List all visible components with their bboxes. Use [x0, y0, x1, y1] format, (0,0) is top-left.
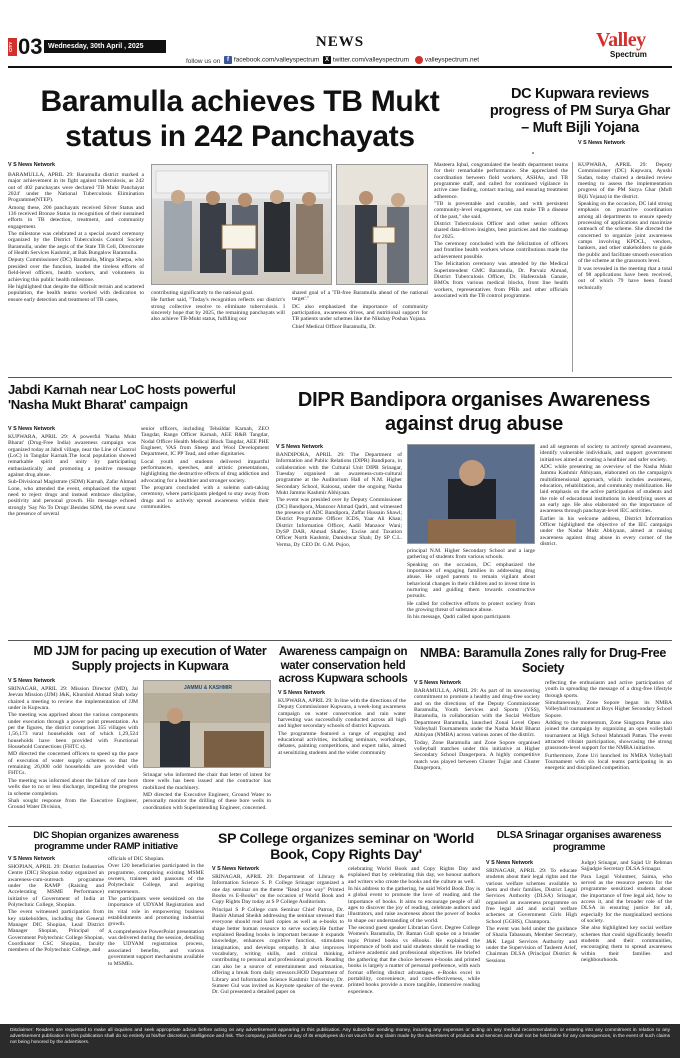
para: Principal S P College cum Seminar Chief Patron, Dr. Bashir Ahmad Sheikh addressing the seminar stressed that everyone should read hard copies as well as e-books to shape better human resource to serve society.He further explained Reading books is important because it expands knowledge, enhances cognitive function, stimulates imagination, and develops empathy. It also improves vocabulary, writing skills, and critical thinking, contributing to personal and professional growth. Reading can also be a source of entertainment and relaxation, offering a break from daily stressors.HOD Department of Library and Information Science Kashmir University, Dr. Sumeer Gul was invited as Keynote speaker of the event. Dr. Gul presented a detailed paper on: [212, 906, 344, 996]
a3-byline: V S News Network: [8, 426, 56, 432]
para: It was revealed in the meeting that a total of 98 applications have been received, out of which 79 have been found technically: [578, 265, 672, 291]
photo-pm-surya-meeting: [532, 152, 534, 154]
nmba-headline-text: NMBA: Baramulla Zones rally for Drug-Free Society: [419, 646, 667, 675]
footer-disclaimer: [0, 1024, 680, 1058]
page-number: 03: [18, 34, 43, 59]
para: Sub-Divisional Magistrate (SDM) Karnah, Zafar Ahmad Lone, who attended the event, emphasized the urgent need to reject drugs and instead embrace discipline, positivity and personal growth. His message echoed strongly 'Say No To Drugs'.Besides SDM, the event saw the presence of several: [8, 479, 136, 518]
a7-col1: [414, 688, 540, 822]
a1-col1: [8, 172, 144, 372]
a4-col3: [540, 444, 672, 638]
a1-byline: V S News Network: [8, 162, 56, 168]
a8-col1: [8, 864, 104, 1020]
para: KUPWARA, APRIL 29: Deputy Commissioner (DC) Kupwara, Ayushi Sudan, today chaired a detailed review meeting to assess the implementation progress of the PM Surya Ghar (Muft Bijli Yojana) in the district.: [578, 162, 672, 200]
para: Local youth and students delivered impactful performances, speeches, and artistic presentations, highlighting the destructive effects of drug addiction and advocating for a healthier and stronger society.: [141, 458, 269, 484]
para: Shah sought response from the Executive Engineer, Ground Water Division,: [8, 797, 138, 811]
para: Furthermore, Zone Uri launched its NMBA Volleyball Tournament with six local teams participating in an energetic and disciplined competition.: [545, 752, 672, 772]
para: officials of DIC Shopian.: [108, 856, 165, 862]
a4-col2: [407, 548, 535, 638]
section-title: NEWS: [315, 34, 365, 50]
a5-col2: [143, 772, 271, 822]
para: The participants were sensitized on the importance of UDYAM Registration and its vital role in empowering business establishments and promoting industrial growth.: [108, 896, 204, 928]
photo-dipr-speaker: [407, 444, 535, 544]
para: BARAMULLA, APRIL 29: Baramulla district marked a major achievement in its fight against tuberculosis, as 242 out of 402 panchayats were declared 'TB Mukt Panchayat 2024' under the National Tuberculosis Elimination Programme(NTEP).: [8, 172, 144, 204]
headline-tb-mukt: Baramulla achieves TB Mukt status in 242 Panchayats: [40, 85, 440, 153]
para: The ceremony concluded with the felicitation of officers and frontline health workers whose contributions made the achievement possible.: [434, 241, 568, 260]
follow-us-label: follow us on: [186, 58, 221, 65]
para: "TB is preventable and curable, and with persistent community-level engagement, we can make TB a disease of the past," she said.: [434, 201, 568, 220]
para: Today, Zone Baramulla and Zone Sopore organised volleyball matches under this initiative at Higher Secondary School Dangerpora. A highly competitive match was played between Cluster Tujjar and Cluster Dangerpora,: [414, 739, 540, 772]
para: KUPWARA, APRIL 29: In line with the directions of the Deputy Commissioner Kupwara, a week-long awareness campaign on water conservation and rain water harvesting was successfully conducted across all high and higher secondary schools of district Kupwara.: [278, 698, 406, 730]
photo-tb-award: [336, 164, 428, 285]
a1-col4: [434, 162, 568, 372]
a9-byline: V S News Network: [212, 866, 260, 872]
para: MD directed the Executive Engineer, Ground Water to personally monitor the drilling of these bore wells in coordination with Superintending Engineer, concerned.: [143, 792, 271, 811]
headline-pm-surya-ghar: DC Kupwara reviews progress of PM Surya Ghar – Muft Bijli Yojana: [489, 86, 671, 136]
para: BANDIPORA, APRIL 29: The Department of Information and Public Relations (DIPR) Bandipora, in collaboration with the Cultural Unit DIPR Srinagar, Tuesday organised an awareness-cum-cultural programme at the Auditorium Hall of N.M. Higher Secondary School, Kaloosa, under the ongoing Nasha Mukt Jammu Kashmir Abhiyaan.: [276, 452, 402, 497]
a5-byline: V S News Network: [8, 678, 56, 684]
para: DC also emphasized the importance of community participation, awareness drives, and nutritional support for TB patients under schemes like the Nikshay Poshan Yojana.: [292, 303, 428, 323]
page-header: [0, 0, 680, 65]
para: principal N.M. Higher Secondary School and a large gathering of students from various schools.: [407, 548, 535, 561]
headline-water-conservation: Awareness campaign on water conservation held across Kupwara schools: [278, 646, 408, 685]
headline-dipr-bandipora: DIPR Bandipora organises Awareness against drug abuse: [297, 389, 651, 435]
photo-banner-text: JAMMU & KASHMIR: [183, 685, 233, 691]
para: District Tuberculosis Officer and other senior officers shared data-driven insights, best practices and the roadmap for 2025.: [434, 221, 568, 240]
para: Simultaneously, Zone Sopore began its NMBA Volleyball tournament at Boys Higher Secondary School Sopore.: [545, 700, 672, 719]
a10-col1: [486, 868, 577, 1020]
para: In his message, Qadri called upon participants: [407, 614, 511, 621]
para: SHOPIAN, APRIL 29: District Industries Centre (DIC) Shopian today organized an awareness-cum-outreach programme under the RAMP (Raising and Accelerating MSME Performance) initiative of Government of India at Polytechnic College, Shopian.: [8, 864, 104, 909]
a1-col2: [151, 290, 285, 362]
a10-col2: [581, 860, 672, 1020]
para: Speaking on the occasion, DC emphasized the importance of engaging families in addressing drug abuse. He urged parents to remain vigilant about behavioral changes in their children and to invest time in nurturing and guiding them towards constructive pursuits.: [407, 561, 535, 600]
para: The milestone was celebrated at a special award ceremony organized by the District Tuberculosis Control Society Baramulla, under the aegis of the State TB Cell, Directorate of Health Services Kashmir, at Bak Bungalow Baramulla.: [8, 231, 144, 257]
a7-col2: [545, 680, 672, 822]
para: and all segments of society to actively spread awareness, identify vulnerable individuals, and support government initiatives aimed at creating a healthier and safer society.: [540, 444, 672, 463]
para: The meeting was apprised about the various components under execution through a power point presentation. As per the figures, the district comprises 355 villages with 1,56,173 rural households out of which 1,29,524 households have been provided with Functional Household Connections (FHTC s).: [8, 712, 138, 751]
para: Speaking on the occasion, DC laid strong emphasis on proactive coordination among all departments to ensure speedy processing of applications and maximize outreach of the scheme. She directed the concerned to organize joint awareness camps involving KPDCL, vendors, bankers, and other stakeholders to guide the public and facilitate smooth execution of the scheme at the grassroots level.: [578, 201, 672, 265]
a2-body: [578, 140, 672, 149]
a10-byline: V S News Network: [486, 860, 534, 866]
para: reflecting the enthusiasm and active participation of youth in spreading the message of a drug-free lifestyle through sports.: [545, 680, 672, 699]
a8-col2: [108, 856, 204, 1020]
para: She also highlighted key social welfare schemes that could significantly benefit students and their communities, encouraging them to spread awareness within their families and neighbourhoods.: [581, 925, 672, 964]
headline-dlsa-srinagar: DLSA Srinagar organises awareness programme: [496, 830, 662, 853]
para: The event was held under the guidance of Shazia Tabassum, Member Secretary, J&K Legal Services Authority and under the Supervision of Tasleem Arief, Chairman DLSA (Principal District & Sessions: [486, 926, 577, 964]
a2-col1: [578, 162, 672, 372]
website-text: valleyspectrum.net: [424, 56, 480, 64]
para: ADC while presenting an overview of the Nasha Mukt Jammu Kashmir Abhiyaan, elaborated on the campaign's multidimensional approach, which includes awareness, education, rehabilitation, and community mobilization. He laid emphasis on the active participation of students and the role of educational institutions in identifying users at an early age. He also elaborated on the importance of awareness through panchayat-level IEC activities.: [540, 464, 672, 515]
a9-col2: [348, 866, 480, 1020]
photo-jjm-meeting: [143, 680, 271, 768]
globe-icon: [415, 56, 423, 64]
para: Adding to the momentum, Zone Singpora Pattan also joined the campaign by organizing an open volleyball tournament at High School Mahmadi Pattan. The event attracted vibrant participation, showcasing the strong grassroots-level support for the NMBA initiative.: [545, 720, 672, 752]
para: Chief Medical Officer Baramulla, Dr.: [292, 323, 377, 330]
para: The event witnessed participation from key stakeholders, including the General Manager DIC Shopian, Lead District Manager Shopian, Principal of Government Polytechnic College Shopian, Coordinator CSC Shopian, faculty members of the Polytechnic College, and: [8, 909, 104, 954]
para: Judge) Srinagar, and Sajad Ur Rehman Sajjadgie Secretary DLSA Srinagar.: [581, 860, 672, 873]
para: Over 120 beneficiaries participated in the programme, comprising existing MSME owners, trainees and passouts of the Polytechnic College, and aspiring entrepreneurs.: [108, 863, 204, 895]
para: He highlighted that despite the difficult terrain and scattered population, the health teams worked with dedication to ensure early detection and treatment of TB cases,: [8, 283, 144, 303]
para: contributing significantly to the national goal.: [151, 290, 254, 296]
para: He called for collective efforts to protect society from the growing threat of substance abuse.: [407, 600, 535, 614]
a6-col1: [278, 698, 406, 822]
para: SRINAGAR, APRIL 29: Mission Director (MD), Jal Jeevan Mission (JJM) J&K, Khurshid Ahmad Shah today chaired a meeting to review the implementation of JJM under in Kupwara.: [8, 686, 138, 712]
facebook-text: facebook.com/valleyspectrum: [233, 56, 320, 64]
header-divider: [8, 66, 672, 68]
section-tag: CITY: [8, 38, 17, 56]
para: SRINAGAR, APRIL 29: To educate students about their legal rights and the various welfare schemes available to them and their families, District Legal Services Authority (DLSA) Srinagar, organised an awareness programme on free legal aid and social welfare schemes at Government Girls High School (GGHS), Channpora.: [486, 868, 577, 925]
para: MD directed the concerned officers to speed up the pace of execution of water supply schemes so that the remaining 26,000 odd households are provided with FHTCs.: [8, 751, 138, 777]
logo: [596, 30, 672, 60]
headline-nasha-mukt-jabdi: Jabdi Karnah near LoC hosts powerful 'Nasha Mukt Bharat' campaign: [8, 382, 236, 412]
para: He further said, "Today's recognition reflects our district's strong collective resolve to eliminate tuberculosis. I sincerely hope that by 2025, the remaining panchayats will also achieve TB-Mukt status, fulfilling our: [151, 297, 285, 323]
disclaimer-text: Disclaimer: Readers are requested to make all inquiries and seek appropriate advice before acting on any advertisement appearing in this publication. Any subscriber sending money, incurring any expenses or acting on any medical recommendation or entering into any commitment in relation to any advertisement publication in this publication shall do so entirely at his/her discretion, intelligence and risk. The company, publisher or any of its employees do not vouch for any claim made by the advertisers of products and services and shall not be held liable for any consequences, in the event of such claims not being honored by the advertisers.: [10, 1028, 670, 1045]
website-link[interactable]: [415, 56, 479, 64]
logo-main: Valley: [596, 29, 646, 51]
a7-byline: V S News Network: [414, 680, 462, 686]
para: BARAMULLA, APRIL 29: As part of its unwavering commitment to promote a healthy and drug-free society and on the directions of the Deputy Commissioner Baramulla, Youth Services and Sports (YSS), Baramulla, in collaboration with the Social Welfare Department Baramulla, launched Zonal Level Open Volleyball Tournaments under the Nasha Mukt Bharat Abhiyan (NMBA) across various zones of the district.: [414, 688, 540, 739]
para: KUPWARA, APRIL 29: A powerful 'Nasha Mukt Bharat' (Drug-Free India) awareness campaign was organized today at Jabdi village, near the Line of Control (LoC) in Tangdar Karnah.The local population showed remarkable spirit and unity by participating enthusiastically and promoting a positive message against drug abuse.: [8, 434, 136, 479]
a9-col1: [212, 874, 344, 1020]
para: A comprehensive PowerPoint presentation was delivered during the session, detailing the UDYAM registration process, associated benefits, and various government support mechanisms available to MSMEs.: [108, 928, 204, 967]
para: The program concluded with a solemn oath-taking ceremony, where participants pledged to stay away from drugs and to actively spread awareness within their communities.: [141, 485, 269, 511]
a6-byline: V S News Network: [278, 690, 326, 696]
headline-jjm-kupwara: MD JJM for pacing up execution of Water Supply projects in Kupwara: [33, 644, 267, 673]
a5-col1: [8, 686, 138, 822]
divider: [8, 640, 672, 641]
para: The programme featured a range of engaging and educational activities, including seminars, workshops, debates, painting competitions, and expert talks, aimed at sensitizing students and the wider community: [278, 730, 406, 756]
para: Masteera Iqbal, congratulated the health department teams for their remarkable performance. She appreciated the coordination between field workers, ASHAs, and TB programme staff, and called for continued vigilance in active case finding, contact tracing, and ensuring treatment adherence.: [434, 162, 568, 200]
para: senior officers, including Tehsildar Karnah, ZEO Tangdar, Range Officer Karnah, AEE R&B Tangdar, Nodal Officer Health Medical Block Tangdar, AEE PHE Engineer, VAS from Sheep and Wool Development Department, IC PP Tead, and other dignitaries.: [141, 426, 269, 458]
a3-col1: [8, 434, 136, 634]
headline-sp-college: SP College organizes seminar on 'World Book, Copy Rights Day': [218, 830, 474, 862]
a4-col1: [276, 452, 402, 638]
a3-col2: [141, 426, 269, 634]
para: The meeting was informed about the failure of rate bore wells due to no or less discharge, impeding the progress in scheme completion.: [8, 777, 138, 797]
para: Deputy Commissioner (DC) Baramulla, Minga Sherpa, who presided over the function, lauded the tireless efforts of field-level officers, health workers, and volunteers in achieving this public health milestone.: [8, 257, 144, 283]
twitter-icon: X: [324, 57, 329, 63]
para: Para Legal Volunteer, Saima, who served as the resource person for the programme sensitized students about the importance of free legal aid, how to access it, and the broader role of the DLSA in ensuring justice for all, especially for the marginalized sections of society.: [581, 873, 672, 925]
logo-sub: Spectrum: [610, 50, 647, 59]
para: celebrating World Book and Copy Rights Day and explained that by celebrating this day, we honour authors and writers who create the books and the culture as well.: [348, 866, 480, 885]
para: The event was presided over by Deputy Commissioner (DC) Bandipora, Manzoor Ahmad Qadri, and witnessed the presence of ADC Bandipora, Zaffar Hussain Shawl; District Programme Officer ICDS, Yaar Ali Khan; District Information Officer, Aadil Manzoor Wani; DySP DAR, Ahmad Shafee; Excise and Taxation Officer North Kashmir, Danishwar Shah; Dy SP C.L. Verma, Dy CEO Dr. G.M. Pujoo,: [276, 497, 402, 548]
a4-byline: V S News Network: [276, 444, 324, 450]
date-bar: Wednesday, 30th April , 2025: [44, 40, 166, 53]
facebook-link[interactable]: [224, 56, 319, 64]
headline-dic-shopian: DIC Shopian organizes awareness programme under RAMP initiative: [33, 830, 179, 852]
col-divider: [572, 162, 573, 372]
twitter-link[interactable]: [323, 56, 409, 64]
divider: [8, 826, 672, 827]
para: The second guest speaker Librarian Govt. Degree College Women's Baramulla, Dr. Raman Gull spoke on a broader topic Printed books vs eBooks. He explained the importance of both and said students should be reading to achieve academic and professional objectives. He briefed the gathering that the choice between e-books and printed books is largely a matter of personal preference, with each format offering distinct advantages. e-Books excel in portability, convenience, and cost-effectiveness, while printed books provide a more tangible, immersive reading experience.: [348, 925, 480, 995]
para: shared goal of a 'TB-free Baramulla ahead of the national target'.": [292, 290, 428, 303]
para: The felicitation ceremony was attended by the Medical Superintendent GMC Baramulla, Dr. Parvaiz Ahmad, District Tuberculosis Officer, Dr. Hafeezulah Ganaie, BMOs from various medical blocks, front line health workers, representatives from PRIs and other officials associated with the TB control programme.: [434, 261, 568, 299]
para: Earlier in his welcome address, District Information Officer highlighted the objective of the IEC campaign under the Nasha Mukt Abhiyaan, aimed at raising awareness against drug abuse in every corner of the district.: [540, 515, 672, 548]
a1-col3: [292, 290, 428, 362]
a8-byline: V S News Network: [8, 856, 56, 862]
para: SRINAGAR, APRIL 29: Department of Library & Information Science S. P. College Srinagar organized a one day seminar on the theme "Read your way" Printed Books vs E-Books" on the occasion of World Book and Copy Rights Day today at S P College Auditorium.: [212, 874, 344, 906]
para: In his address to the gathering, he said World Book Day is a global event to promote the love of reading and the importance of books. It aims to encourage people of all ages to discover the joy of reading, celebrate authors and illustrators, and raise awareness about the power of books to shape our understanding of the world.: [348, 886, 480, 924]
headline-nmba-zones: [414, 646, 672, 676]
para: Among these, 206 panchayats received Silver Status and 136 received Bronze Status in recognition of their sustained efforts in TB detection, treatment, and community engagement.: [8, 204, 144, 230]
a2-byline: V S News Network: [578, 140, 626, 146]
para: Srinagar who informed the chair that letter of intent for three wells has been issued and the contractor has mobilized the machinery.: [143, 772, 271, 791]
divider: [8, 377, 672, 378]
twitter-text: twitter.com/valleyspectrum: [332, 56, 410, 64]
facebook-icon: f: [224, 56, 232, 64]
